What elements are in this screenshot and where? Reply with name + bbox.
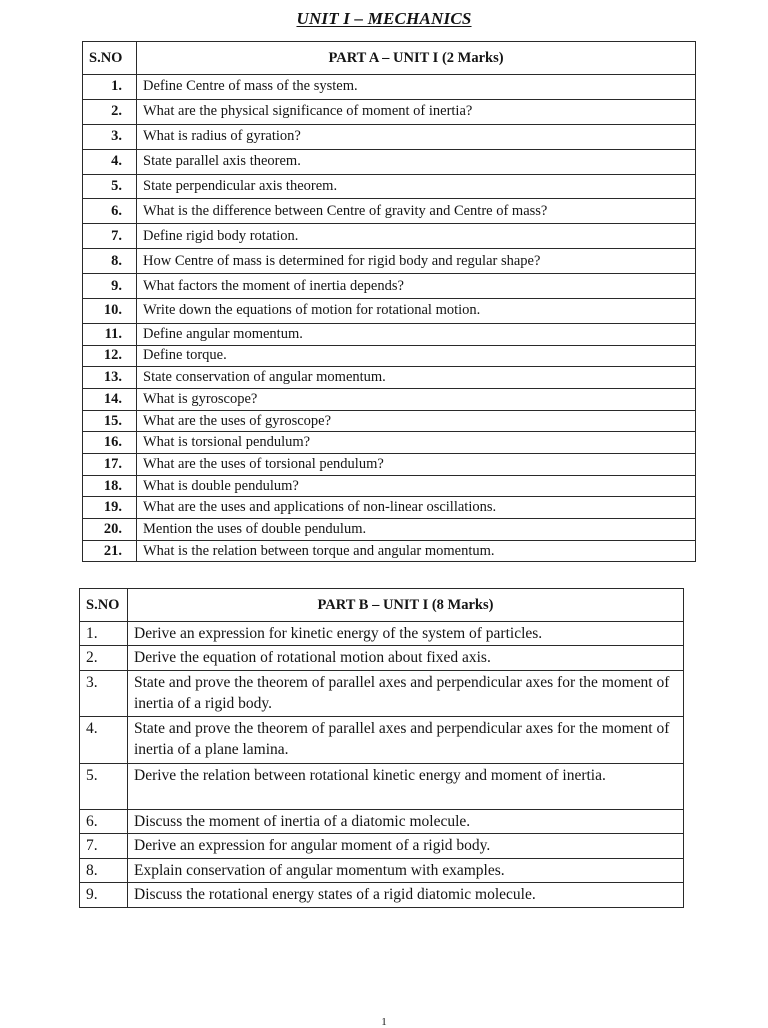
table-row (83, 174, 696, 199)
question-text: What is gyroscope? (137, 388, 696, 410)
question-text: Explain conservation of angular momentum with examples. (128, 858, 684, 882)
question-text: State parallel axis theorem. (137, 149, 696, 174)
question-number: 15. (83, 410, 137, 432)
question-number: 3. (80, 670, 128, 716)
question-text: Discuss the rotational energy states of a rigid diatomic molecule. (128, 883, 684, 907)
table-row (83, 224, 696, 249)
question-number: 2. (83, 99, 137, 124)
part-a-header-row (83, 42, 696, 75)
question-text: Define torque. (137, 345, 696, 367)
part-b-table (79, 588, 684, 908)
part-a-title: PART A – UNIT I (2 Marks) (137, 42, 696, 75)
table-row (83, 149, 696, 174)
table-row (83, 388, 696, 410)
table-row (80, 622, 684, 646)
part-a-body (83, 75, 696, 562)
question-number: 14. (83, 388, 137, 410)
question-number: 6. (83, 199, 137, 224)
part-a-sno-header: S.NO (83, 42, 137, 75)
part-b-sno-header: S.NO (80, 589, 128, 622)
question-text: Write down the equations of motion for rotational motion. (137, 299, 696, 324)
table-row (80, 646, 684, 670)
table-row (80, 834, 684, 858)
part-b-header-row (80, 589, 684, 622)
table-row (83, 410, 696, 432)
table-row (83, 540, 696, 562)
question-number: 9. (80, 883, 128, 907)
table-row (83, 249, 696, 274)
question-text: What are the uses of torsional pendulum? (137, 454, 696, 476)
question-number: 10. (83, 299, 137, 324)
question-number: 7. (83, 224, 137, 249)
question-text: What is the relation between torque and angular momentum. (137, 540, 696, 562)
table-row (80, 670, 684, 716)
question-number: 16. (83, 432, 137, 454)
question-text: What are the physical significance of moment of inertia? (137, 99, 696, 124)
question-number: 12. (83, 345, 137, 367)
table-row (83, 75, 696, 100)
question-number: 5. (83, 174, 137, 199)
page-number: 1 (381, 1016, 387, 1028)
question-number: 1. (80, 622, 128, 646)
question-text: Mention the uses of double pendulum. (137, 519, 696, 541)
question-number: 1. (83, 75, 137, 100)
question-text: State perpendicular axis theorem. (137, 174, 696, 199)
question-number: 19. (83, 497, 137, 519)
question-text: Define rigid body rotation. (137, 224, 696, 249)
table-row (80, 883, 684, 907)
table-row (83, 323, 696, 345)
question-text: What is double pendulum? (137, 475, 696, 497)
question-text: Derive an expression for angular moment of a rigid body. (128, 834, 684, 858)
table-row (83, 475, 696, 497)
table-row (83, 274, 696, 299)
part-b-body (80, 622, 684, 908)
part-b-title: PART B – UNIT I (8 Marks) (128, 589, 684, 622)
question-text: Derive an expression for kinetic energy of the system of particles. (128, 622, 684, 646)
table-row (83, 432, 696, 454)
table-row (83, 519, 696, 541)
part-a-table (82, 41, 696, 562)
table-row (80, 717, 684, 763)
question-number: 18. (83, 475, 137, 497)
question-text: Derive the relation between rotational kinetic energy and moment of inertia. (128, 763, 684, 809)
question-number: 3. (83, 124, 137, 149)
table-row (83, 454, 696, 476)
question-text: What are the uses of gyroscope? (137, 410, 696, 432)
question-text: What are the uses and applications of non-linear oscillations. (137, 497, 696, 519)
question-number: 11. (83, 323, 137, 345)
question-number: 21. (83, 540, 137, 562)
question-text: Define angular momentum. (137, 323, 696, 345)
table-row (80, 809, 684, 833)
question-text: What is radius of gyration? (137, 124, 696, 149)
question-text: Define Centre of mass of the system. (137, 75, 696, 100)
table-row (83, 299, 696, 324)
table-row (83, 124, 696, 149)
question-text: What is torsional pendulum? (137, 432, 696, 454)
question-number: 17. (83, 454, 137, 476)
table-row (83, 99, 696, 124)
question-text: State and prove the theorem of parallel axes and perpendicular axes for the moment of inertia of a plane lamina. (128, 717, 684, 763)
question-number: 4. (80, 717, 128, 763)
table-row (83, 345, 696, 367)
table-row (83, 497, 696, 519)
question-text: Discuss the moment of inertia of a diatomic molecule. (128, 809, 684, 833)
question-number: 8. (83, 249, 137, 274)
table-row (80, 763, 684, 809)
question-number: 8. (80, 858, 128, 882)
question-number: 4. (83, 149, 137, 174)
question-number: 13. (83, 367, 137, 389)
question-number: 5. (80, 763, 128, 809)
question-text: What factors the moment of inertia depends? (137, 274, 696, 299)
question-text: State and prove the theorem of parallel axes and perpendicular axes for the moment of inertia of a rigid body. (128, 670, 684, 716)
table-row (83, 367, 696, 389)
question-number: 6. (80, 809, 128, 833)
question-number: 2. (80, 646, 128, 670)
question-text: How Centre of mass is determined for rigid body and regular shape? (137, 249, 696, 274)
question-number: 20. (83, 519, 137, 541)
table-row (80, 858, 684, 882)
question-number: 7. (80, 834, 128, 858)
question-text: What is the difference between Centre of gravity and Centre of mass? (137, 199, 696, 224)
page-title: UNIT I – MECHANICS (296, 9, 472, 28)
table-row (83, 199, 696, 224)
question-number: 9. (83, 274, 137, 299)
question-text: Derive the equation of rotational motion about fixed axis. (128, 646, 684, 670)
question-text: State conservation of angular momentum. (137, 367, 696, 389)
